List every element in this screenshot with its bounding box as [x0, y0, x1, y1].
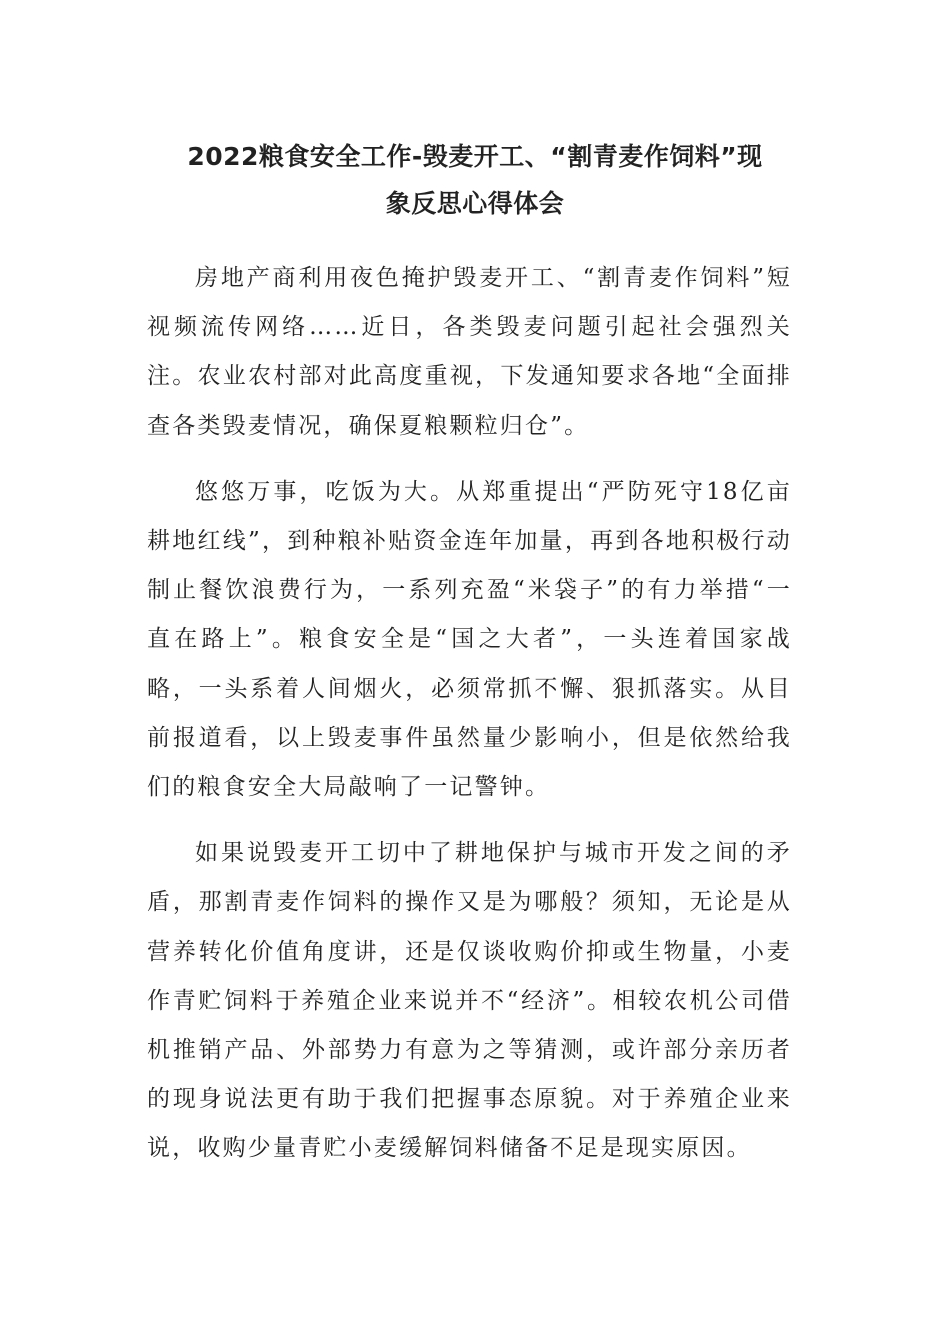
- title-line-2: 象反思心得体会: [385, 189, 565, 218]
- paragraph-2: 悠悠万事，吃饭为大。从郑重提出“严防死守18亿亩耕地红线”，到种粮补贴资金连年加量，再到各地积极行动制止餐饮浪费行为，一系列充盈“米袋子”的有力举措“一直在路上”。粮食安全是“国之大者”，一头连着国家战略，一头系着人间烟火，必须常抓不懈、狠抓落实。从目前报道看，以上毁麦事件虽然量少影响小，但是依然给我们的粮食安全大局敲响了一记警钟。: [147, 478, 792, 801]
- paragraph-3: 如果说毁麦开工切中了耕地保护与城市开发之间的矛盾，那割青麦作饲料的操作又是为哪般？须知，无论是从营养转化价值角度讲，还是仅谈收购价抑或生物量，小麦作青贮饲料于养殖企业来说并不“经济”。相较农机公司借机推销产品、外部势力有意为之等猜测，或许部分亲历者的现身说法更有助于我们把握事态原貌。对于养殖企业来说，收购少量青贮小麦缓解饲料储备不足是现实原因。: [147, 840, 792, 1162]
- document-title: [140, 133, 810, 227]
- title-line-1: 2022粮食安全工作-毁麦开工、“割青麦作饲料”现: [187, 142, 763, 171]
- paragraph-1: 房地产商利用夜色掩护毁麦开工、“割青麦作饲料”短视频流传网络……近日，各类毁麦问题引起社会强烈关注。农业农村部对此高度重视，下发通知要求各地“全面排查各类毁麦情况，确保夏粮颗粒归仓”。: [147, 265, 792, 439]
- document-body: [147, 254, 792, 1191]
